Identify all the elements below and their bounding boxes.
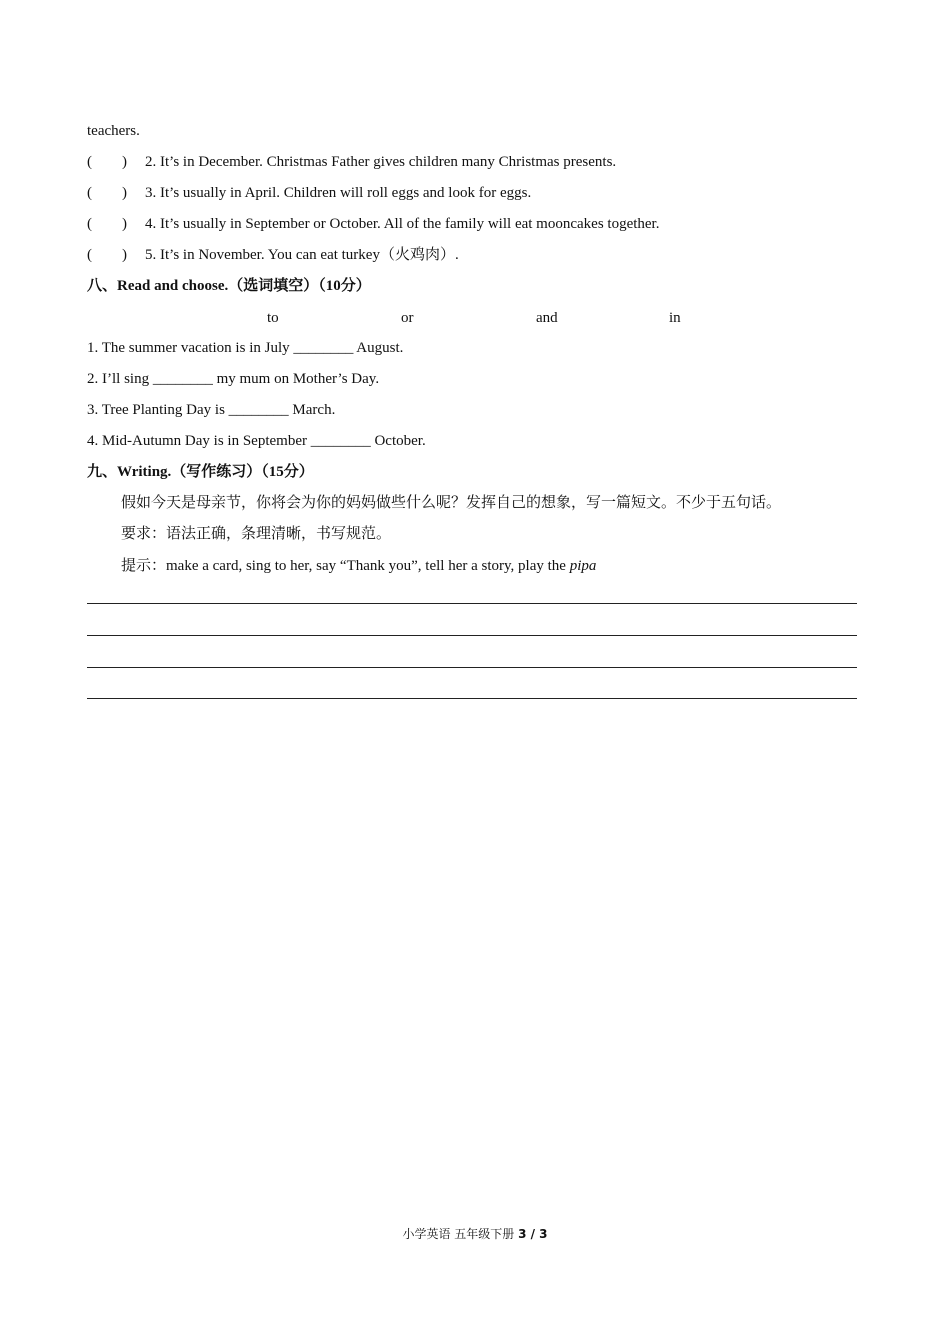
matching-item-5 xyxy=(87,245,459,265)
page-footer xyxy=(0,1225,950,1242)
matching-item-text: 3. It’s usually in April. Children will roll eggs and look for eggs. xyxy=(145,185,532,201)
matching-item-text: 4. It’s usually in September or October. All of the family will eat mooncakes together. xyxy=(145,216,660,232)
question-3: 3. Tree Planting Day is ________ March. xyxy=(87,402,336,418)
answer-bracket: ( ) xyxy=(87,185,127,201)
section-8-heading: 八、Read and choose.（选词填空）（10分） xyxy=(87,278,371,294)
word-bank-to: to xyxy=(267,310,279,326)
answer-bracket: ( ) xyxy=(87,247,127,263)
footer-text: 小学英语 五年级下册 xyxy=(402,1227,519,1241)
writing-line xyxy=(87,635,857,636)
matching-item-3 xyxy=(87,183,531,203)
writing-hint-italic: pipa xyxy=(569,558,597,574)
writing-prompt: 假如今天是母亲节，你将会为你的妈妈做些什么呢？发挥自己的想象，写一篇短文。不少于五句话。 xyxy=(121,495,782,511)
answer-bracket: ( ) xyxy=(87,154,127,170)
answer-bracket: ( ) xyxy=(87,216,127,232)
word-bank-or: or xyxy=(401,310,414,326)
writing-hint xyxy=(121,556,596,576)
word-bank-and: and xyxy=(536,310,558,326)
section-9-heading: 九、Writing.（写作练习）（15分） xyxy=(87,464,314,480)
question-4: 4. Mid-Autumn Day is in September ________ October. xyxy=(87,433,426,449)
writing-line xyxy=(87,698,857,699)
page-number: 3 / 3 xyxy=(518,1227,548,1241)
writing-line xyxy=(87,603,857,604)
word-bank-in: in xyxy=(669,310,681,326)
question-2: 2. I’ll sing ________ my mum on Mother’s Day. xyxy=(87,371,380,387)
matching-item-text: 2. It’s in December. Christmas Father gives children many Christmas presents. xyxy=(145,154,617,170)
writing-requirement: 要求：语法正确，条理清晰，书写规范。 xyxy=(121,526,392,542)
matching-item-2 xyxy=(87,152,616,172)
writing-line xyxy=(87,667,857,668)
matching-item-4 xyxy=(87,214,659,234)
matching-item-text: 5. It’s in November. You can eat turkey（火鸡肉）. xyxy=(145,247,459,263)
question-1: 1. The summer vacation is in July ________ August. xyxy=(87,340,404,356)
continuation-text: teachers. xyxy=(87,123,140,139)
writing-hint-text: 提示：make a card, sing to her, say “Thank you”, tell her a story, play the xyxy=(121,558,570,574)
